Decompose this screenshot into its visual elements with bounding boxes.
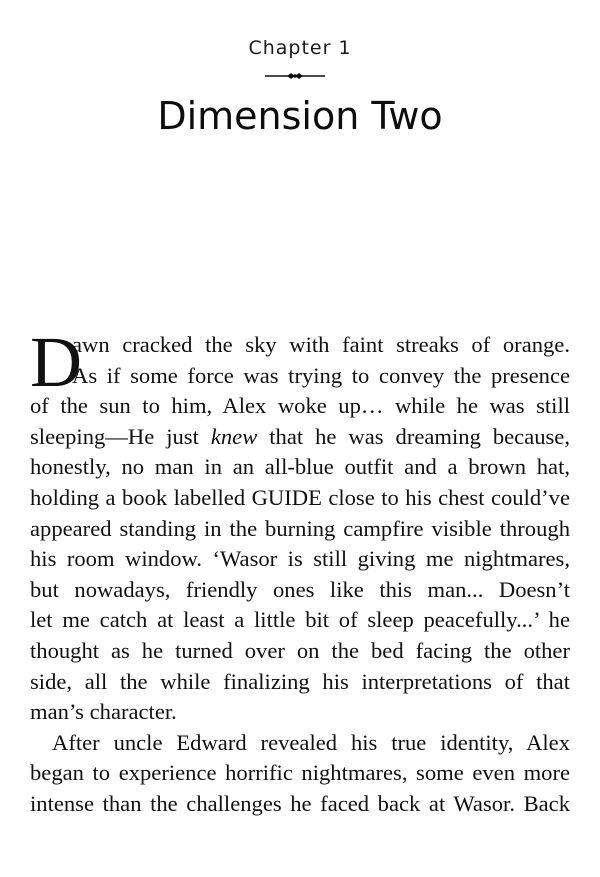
text-line-10: let me catch at least a little bit of sleep peacefully...’ he (30, 607, 570, 633)
text-line-6: holding a book labelled GUIDE close to his chest could’ve (30, 484, 570, 510)
text-line-16: intense than the challenges he faced back at Wasor. Back (30, 790, 570, 816)
chapter-label: Chapter 1 (248, 37, 352, 59)
body-text (30, 322, 570, 820)
text-line-2: As if some force was trying to convey the presence (72, 362, 570, 388)
text-line-1: awn cracked the sky with faint streaks of orange. (72, 332, 570, 357)
text-line-5: honestly, no man in an all-blue outfit and a brown hat, (30, 454, 570, 480)
text-line-4 (30, 422, 570, 453)
emphasis-knew: knew (210, 423, 258, 449)
drop-cap: D (30, 322, 82, 402)
text-line-9: but nowadays, friendly ones like this man... Doesn’t (30, 576, 570, 602)
text-line-13: man’s character. (30, 699, 177, 725)
text-line-4-end: that he was dreaming because, (257, 423, 570, 449)
text-line-14: After uncle Edward revealed his true identity, Alex (52, 729, 570, 755)
text-line-11: thought as he turned over on the bed facing the other (30, 637, 570, 663)
chapter-title: Dimension Two (157, 94, 443, 138)
text-line-15: began to experience horrific nightmares, some even more (30, 760, 570, 786)
ornament-divider-icon (265, 70, 325, 82)
text-line-3: of the sun to him, Alex woke up… while he was still (30, 393, 570, 419)
text-line-8: his room window. ‘Wasor is still giving me nightmares, (30, 546, 570, 572)
text-line-7: appeared standing in the burning campfire visible through (30, 515, 570, 541)
text-line-4-start: sleeping—He just (30, 423, 211, 449)
text-line-12: side, all the while finalizing his interpretations of that (30, 668, 570, 694)
